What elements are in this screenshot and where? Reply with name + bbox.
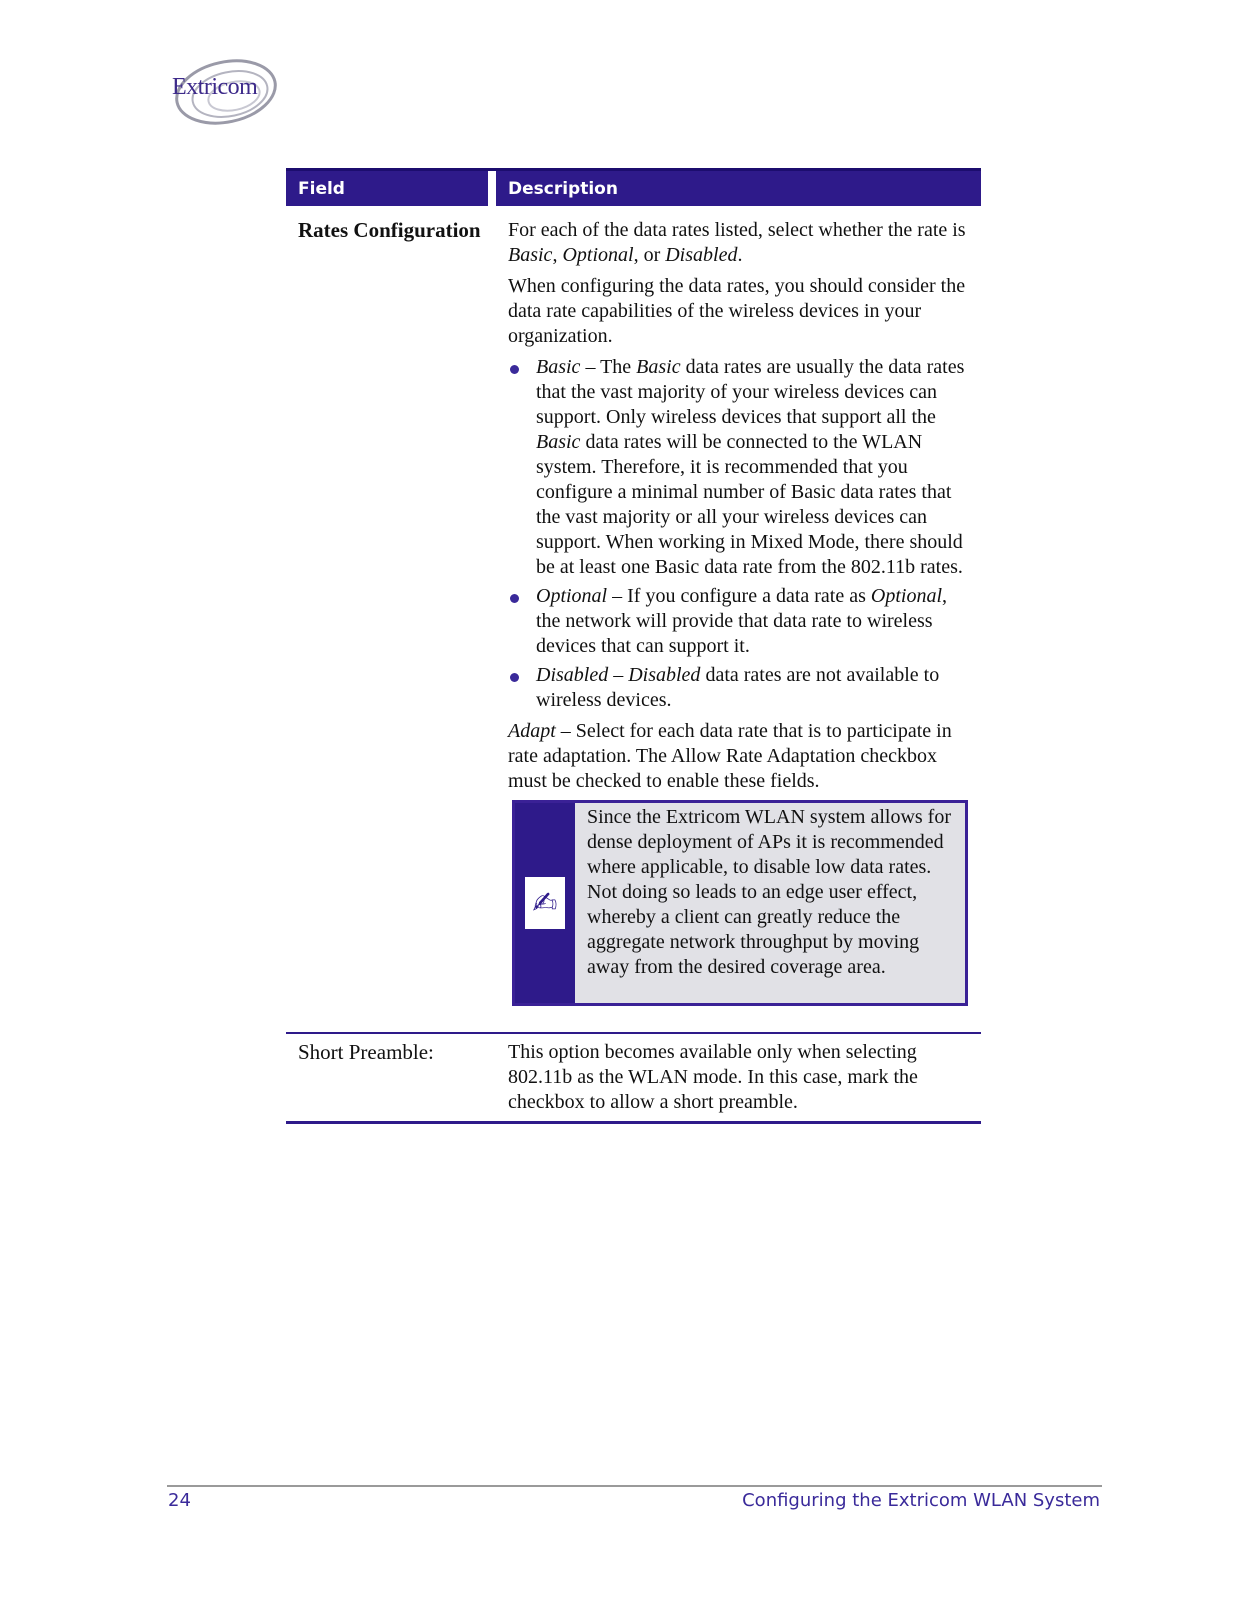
- table-bottom-rule: [286, 1121, 981, 1124]
- bullet-text: data rates are usually the data rates that the vast majority of your wireless devices can support. Only wireless devices that support all the: [536, 356, 965, 428]
- page-number: 24: [168, 1490, 191, 1511]
- footer-title: Configuring the Extricom WLAN System: [742, 1490, 1100, 1511]
- description-rates-configuration: [496, 218, 981, 1006]
- bullet-text: , the network will provide that data rate to wireless devices that can support it.: [536, 585, 948, 657]
- intro-sep2: , or: [633, 244, 666, 266]
- intro-optional: Optional: [562, 244, 634, 266]
- bullet-icon: [510, 673, 519, 682]
- intro-end: .: [737, 244, 743, 266]
- extricom-logo: [168, 54, 280, 128]
- bullet-icon: [510, 594, 519, 603]
- adapt-text: – Select for each data rate that is to participate in rate adaptation. The Allow Rate Adaptation checkbox must be checked to enable these fields.: [508, 720, 952, 792]
- intro-paragraph: [508, 218, 975, 268]
- list-item: [508, 584, 975, 659]
- bullet-term: Optional: [536, 585, 608, 607]
- intro-disabled: Disabled: [665, 244, 738, 266]
- bullet-term: Disabled: [536, 664, 609, 686]
- bullet-text: – The: [580, 356, 637, 378]
- bullet-text: data rates will be connected to the WLAN system. Therefore, it is recommended that you configure a minimal number of Basic data rates that the vast majority or all your wireless devices can support. When working in Mixed Mode, there should be at least one Basic data rate from the 802.11b rates.: [536, 431, 963, 578]
- bullet-icon: [510, 365, 519, 374]
- header-field: Field: [286, 171, 488, 206]
- note-text: Since the Extricom WLAN system allows for dense deployment of APs it is recommended where applicable, to disable low data rates. Not doing so leads to an edge user effect, whereby a client can greatly reduce the aggregate network throughput by moving away from the desired coverage area.: [575, 803, 965, 1003]
- field-description-table: [286, 168, 981, 1124]
- field-short-preamble: Short Preamble:: [298, 1040, 434, 1064]
- rate-type-list: [508, 355, 975, 713]
- bullet-italic: Basic: [636, 356, 681, 378]
- logo-text: Extricom: [172, 74, 258, 100]
- note-sidebar: [515, 803, 575, 1003]
- field-rates-configuration: Rates Configuration: [298, 218, 481, 242]
- list-item: [508, 355, 975, 580]
- intro-sep1: ,: [552, 244, 563, 266]
- header-gap: [488, 171, 496, 206]
- table-row: [286, 1034, 981, 1121]
- bullet-term: Basic: [536, 356, 581, 378]
- bullet-italic: Disabled: [628, 664, 701, 686]
- list-item: [508, 663, 975, 713]
- header-description: Description: [496, 171, 981, 206]
- bullet-text: data rates are not available to wireless devices.: [536, 664, 940, 711]
- consider-paragraph: When configuring the data rates, you should consider the data rate capabilities of the wireless devices in your organization.: [508, 275, 966, 347]
- description-short-preamble: This option becomes available only when selecting 802.11b as the WLAN mode. In this case, mark the checkbox to allow a short preamble.: [508, 1041, 918, 1113]
- writing-hand-icon: ✍: [525, 877, 565, 929]
- bullet-text: –: [608, 664, 629, 686]
- intro-basic: Basic: [508, 244, 553, 266]
- adapt-paragraph: [508, 719, 975, 794]
- adapt-term: Adapt: [508, 720, 556, 742]
- footer-rule: [167, 1485, 1102, 1487]
- intro-text: For each of the data rates listed, select whether the rate is: [508, 219, 966, 241]
- table-header: [286, 168, 981, 206]
- bullet-italic: Basic: [536, 431, 581, 453]
- bullet-text: – If you configure a data rate as: [607, 585, 871, 607]
- table-row: [286, 206, 981, 1006]
- bullet-italic: Optional: [870, 585, 943, 607]
- note-box: [512, 800, 968, 1006]
